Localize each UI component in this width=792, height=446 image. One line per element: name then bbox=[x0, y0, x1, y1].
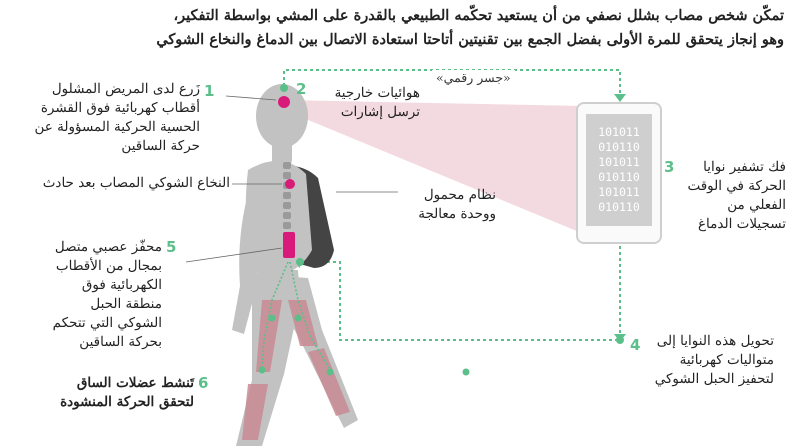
decoder-tablet bbox=[576, 102, 662, 244]
intro-line-1: تمكّن شخص مصاب بشلل نصفي من أن يستعيد تحكّمه الطبيعي بالقدرة على المشي بواسطة التفكير، bbox=[173, 7, 784, 24]
step-6-label: تَنشط عضلات الساق لتحقق الحركة المنشودة bbox=[60, 375, 194, 410]
portable-system-label: نظام محمول ووحدة معالجة bbox=[418, 187, 496, 222]
step-3-number: 3 bbox=[664, 158, 675, 176]
step-5-label: محفّز عصبي متصل بمجال من الأقطاب الكهربائية فوق منطقة الحبل الشوكي التي تتحكم بحركة الساقين bbox=[52, 239, 162, 350]
binary-line: 010110 bbox=[598, 200, 640, 214]
binary-line: 010110 bbox=[598, 140, 640, 154]
binary-line: 101011 bbox=[598, 185, 640, 199]
digital-bridge-label: «جسر رقمي» bbox=[432, 70, 515, 85]
binary-line: 010110 bbox=[598, 170, 640, 184]
brain-implant-marker bbox=[278, 96, 290, 108]
spinal-cord-label: النخاع الشوكي المصاب بعد حادث bbox=[42, 175, 230, 191]
step-1-label: زَرع لدى المريض المشلول أقطاب كهربائية فوق القشرة الحسية الحركية المسؤولة عن حركة الساقين bbox=[34, 81, 200, 154]
stimulator-dot bbox=[296, 258, 304, 266]
bridge-arrowhead bbox=[614, 94, 626, 102]
step-3-label: فك تشفير نوايا الحركة في الوقت الفعلي من تسجيلات الدماغ bbox=[687, 159, 786, 232]
spinal-injury-marker bbox=[285, 179, 295, 189]
step-5-number: 5 bbox=[166, 238, 177, 256]
binary-line: 101011 bbox=[598, 155, 640, 169]
antenna-dot bbox=[280, 84, 288, 92]
step-2-label: هوائيات خارجية ترسل إشارات bbox=[334, 85, 420, 120]
step-4-label: تحويل هذه النوايا إلى متواليات كهربائية لتحفيز الحبل الشوكي bbox=[654, 333, 774, 387]
step-4-number: 4 bbox=[630, 336, 641, 354]
converter-dot bbox=[616, 336, 624, 344]
binary-line: 101011 bbox=[598, 125, 640, 139]
tablet-screen bbox=[586, 114, 652, 226]
step-6-number: 6 bbox=[198, 374, 209, 392]
neurostimulator-implant bbox=[283, 232, 295, 258]
step-2-number: 2 bbox=[296, 80, 307, 98]
intro-line-2: وهو إنجاز يتحقق للمرة الأولى بفضل الجمع بين تقنيتين أتاحتا استعادة الاتصال بين الدماغ والنخاع الشوكي bbox=[156, 31, 784, 48]
step-1-number: 1 bbox=[204, 82, 215, 100]
